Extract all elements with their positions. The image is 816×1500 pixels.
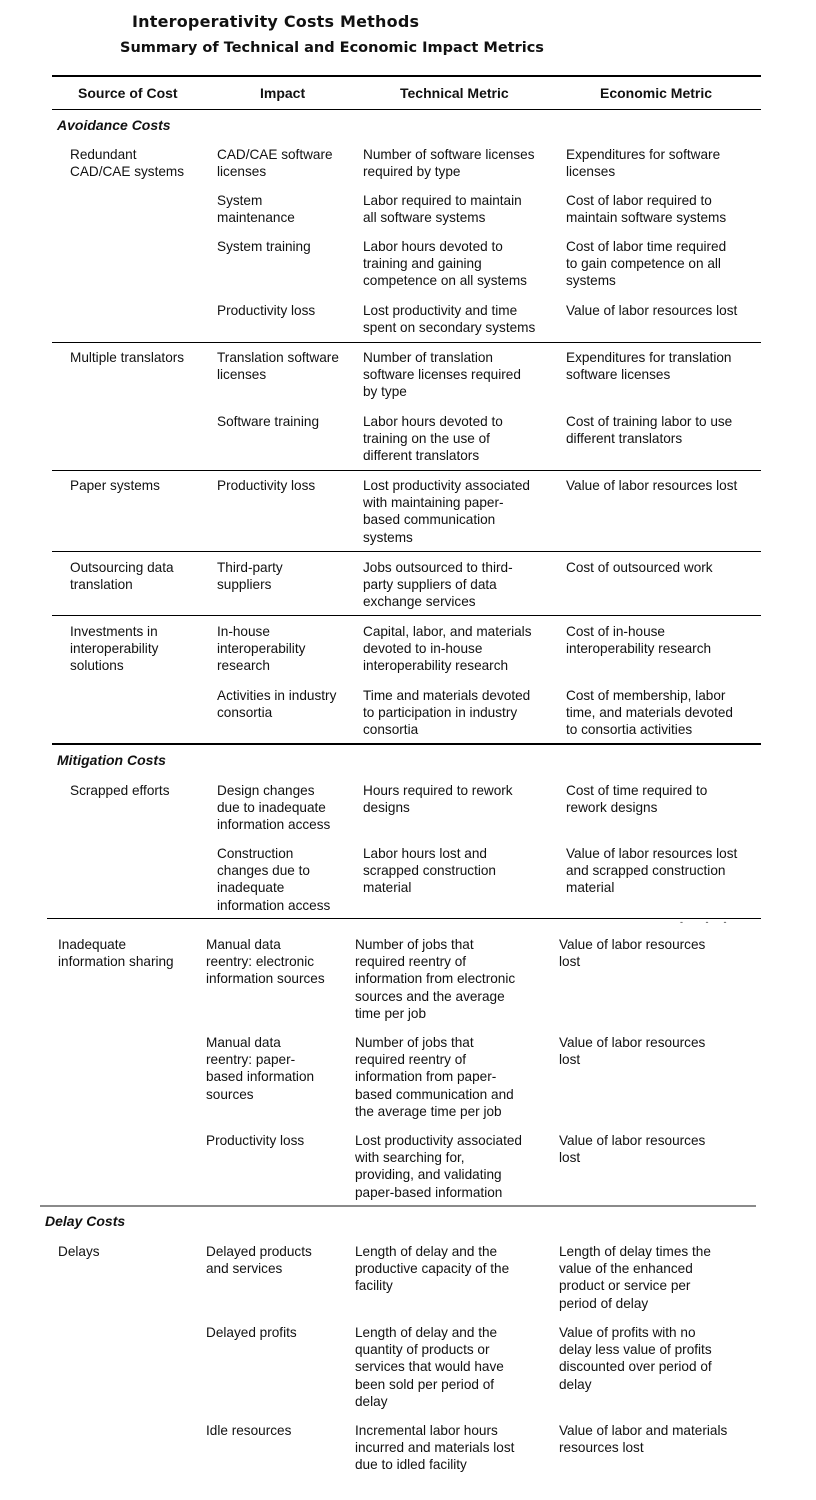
- cell-line: System training: [217, 239, 311, 254]
- cell-line: consortia: [217, 705, 273, 721]
- row-divider: [47, 918, 761, 919]
- technical-metric-cell: [355, 1034, 514, 1120]
- cell-line: Manual data: [206, 1035, 281, 1050]
- cell-line: Productivity loss: [217, 478, 316, 493]
- technical-metric-cell: [363, 477, 530, 546]
- cell-line: consortia: [363, 722, 419, 738]
- cell-line: Expenditures for translation: [566, 350, 732, 365]
- cell-line: Labor hours devoted to: [363, 239, 503, 254]
- source-cell: [70, 349, 184, 366]
- cell-line: different translators: [566, 431, 683, 447]
- cell-line: based information: [206, 1069, 315, 1085]
- section-divider: [40, 1205, 756, 1207]
- technical-metric-cell: [355, 1243, 509, 1295]
- technical-metric-cell: [363, 349, 521, 401]
- cell-line: based communication and: [355, 1086, 514, 1102]
- cell-line: Design changes: [217, 783, 315, 798]
- impact-cell: [206, 936, 325, 988]
- economic-metric-cell: [566, 477, 737, 494]
- section-divider: [52, 743, 761, 745]
- cell-line: interoperability: [217, 641, 306, 657]
- economic-metric-cell: [559, 1324, 712, 1393]
- cell-line: incurred and materials lost: [355, 1440, 515, 1456]
- impact-cell: [217, 413, 319, 430]
- header-top-rule: [52, 75, 761, 77]
- impact-cell: [217, 845, 330, 914]
- economic-metric-cell: [559, 936, 705, 970]
- cell-line: the average time per job: [355, 1103, 502, 1119]
- technical-metric-cell: [363, 238, 527, 290]
- economic-metric-cell: [566, 349, 731, 383]
- cell-line: delay: [355, 1393, 388, 1409]
- impact-cell: [217, 782, 330, 834]
- impact-cell: [217, 302, 315, 319]
- row-divider: [52, 342, 761, 343]
- table-subtitle: Summary of Technical and Economic Impact Metrics: [120, 40, 544, 56]
- cell-line: Time and materials devoted: [363, 688, 531, 703]
- cell-line: Hours required to rework: [363, 783, 513, 798]
- cell-line: Delayed profits: [206, 1325, 297, 1340]
- cell-line: information access: [217, 897, 331, 913]
- cell-line: Value of labor resources: [559, 937, 706, 952]
- cell-line: System: [217, 193, 263, 208]
- cell-line: to consortia activities: [566, 722, 693, 738]
- cell-line: training and gaining: [363, 256, 482, 272]
- impact-cell: [206, 1034, 314, 1103]
- cell-line: facility: [355, 1278, 393, 1294]
- row-divider: [52, 470, 761, 471]
- row-divider: [52, 615, 761, 616]
- source-cell: [70, 146, 184, 180]
- cell-line: rework designs: [566, 800, 658, 816]
- cell-line: exchange services: [363, 594, 476, 610]
- column-header-source: Source of Cost: [78, 85, 178, 101]
- cell-line: Inadequate: [58, 937, 127, 952]
- economic-metric-cell: [559, 1034, 705, 1068]
- cell-line: Manual data: [206, 937, 281, 952]
- technical-metric-cell: [355, 1422, 514, 1474]
- cell-line: Construction: [217, 846, 294, 861]
- cell-line: CAD/CAE software: [217, 147, 333, 162]
- cell-line: CAD/CAE systems: [70, 164, 185, 180]
- cell-line: different translators: [363, 448, 480, 464]
- cell-line: Labor hours lost and: [363, 846, 487, 861]
- technical-metric-cell: [363, 192, 522, 226]
- impact-cell: [217, 477, 315, 494]
- cell-line: solutions: [70, 658, 124, 674]
- cell-line: time per job: [355, 1005, 427, 1021]
- cell-line: Number of software licenses: [363, 147, 535, 162]
- cell-line: sources and the average: [355, 988, 505, 1004]
- cell-line: providing, and validating: [355, 1167, 502, 1183]
- economic-metric-cell: [559, 1243, 711, 1312]
- impact-cell: [217, 349, 339, 383]
- cell-line: Value of profits with no: [559, 1325, 696, 1340]
- cell-line: designs: [363, 800, 410, 816]
- cell-line: Delayed products: [206, 1244, 312, 1259]
- cell-line: competence on all systems: [363, 273, 527, 289]
- cell-line: interoperability research: [363, 658, 509, 674]
- technical-metric-cell: [363, 782, 513, 816]
- cell-line: systems: [566, 273, 616, 289]
- technical-metric-cell: [363, 845, 496, 897]
- cell-line: product or service per: [559, 1278, 691, 1294]
- cell-line: In-house: [217, 624, 270, 639]
- cell-line: Lost productivity and time: [363, 303, 518, 318]
- page-title: Interoperativity Costs Methods: [132, 12, 420, 31]
- cell-line: Value of labor resources lost: [566, 303, 738, 318]
- economic-metric-cell: [566, 623, 711, 657]
- cell-line: Multiple translators: [70, 350, 185, 365]
- source-cell: [70, 623, 158, 675]
- impact-cell: [217, 687, 336, 721]
- economic-metric-cell: [559, 1422, 727, 1456]
- cell-line: due to inadequate: [217, 800, 326, 816]
- cell-line: Value of labor resources: [559, 1133, 706, 1148]
- cell-line: Length of delay and the: [355, 1325, 498, 1340]
- technical-metric-cell: [363, 559, 513, 611]
- cell-line: licenses: [217, 164, 267, 180]
- cell-line: information access: [217, 817, 331, 833]
- cell-line: systems: [363, 529, 413, 545]
- source-cell: [70, 559, 174, 593]
- economic-metric-cell: [566, 782, 707, 816]
- cell-line: licenses: [566, 164, 616, 180]
- cell-line: Value of labor resources lost: [566, 478, 738, 493]
- cell-line: interoperability: [70, 641, 159, 657]
- source-cell: [58, 1243, 100, 1260]
- impact-cell: [206, 1132, 304, 1149]
- cell-line: Software training: [217, 414, 320, 429]
- source-cell: [58, 936, 174, 970]
- cell-line: maintenance: [217, 210, 295, 226]
- impact-cell: [206, 1324, 297, 1341]
- cell-line: spent on secondary systems: [363, 320, 536, 336]
- cell-line: information sources: [206, 971, 325, 987]
- cell-line: Cost of outsourced work: [566, 560, 713, 575]
- cell-line: Value of labor and materials: [559, 1423, 728, 1438]
- cell-line: reentry: electronic: [206, 954, 315, 970]
- cell-line: licenses: [217, 367, 267, 383]
- cell-line: due to idled facility: [355, 1457, 467, 1473]
- cell-line: by type: [363, 384, 407, 400]
- cell-line: interoperability research: [566, 641, 712, 657]
- cell-line: Length of delay times the: [559, 1244, 711, 1259]
- cell-line: lost: [559, 954, 581, 970]
- source-cell: [70, 782, 170, 799]
- cell-line: information from paper-: [355, 1069, 497, 1085]
- economic-metric-cell: [566, 559, 713, 576]
- cell-line: been sold per period of: [355, 1376, 495, 1392]
- cell-line: Productivity loss: [217, 303, 316, 318]
- impact-cell: [217, 559, 283, 593]
- cell-line: Investments in: [70, 624, 158, 639]
- cell-line: Activities in industry: [217, 688, 337, 703]
- cell-line: lost: [559, 1150, 581, 1166]
- cell-line: Third-party: [217, 560, 283, 575]
- cell-line: Delays: [58, 1244, 100, 1259]
- impact-cell: [206, 1422, 291, 1439]
- cell-line: Labor hours devoted to: [363, 414, 503, 429]
- cell-line: Jobs outsourced to third-: [363, 560, 513, 575]
- cell-line: Number of translation: [363, 350, 493, 365]
- cell-line: information sharing: [58, 954, 174, 970]
- cell-line: Productivity loss: [206, 1133, 305, 1148]
- cell-line: required reentry of: [355, 954, 467, 970]
- economic-metric-cell: [566, 845, 737, 897]
- economic-metric-cell: [566, 146, 720, 180]
- cell-line: Length of delay and the: [355, 1244, 498, 1259]
- economic-metric-cell: [566, 413, 732, 447]
- cell-line: reentry: paper-: [206, 1052, 296, 1068]
- cell-line: research: [217, 658, 270, 674]
- cell-line: Cost of membership, labor: [566, 688, 726, 703]
- impact-cell: [217, 238, 311, 255]
- cell-line: information from electronic: [355, 971, 516, 987]
- section-heading-mitigation: Mitigation Costs: [57, 752, 166, 768]
- economic-metric-cell: [566, 192, 726, 226]
- cell-line: Scrapped efforts: [70, 783, 170, 798]
- technical-metric-cell: [363, 302, 535, 336]
- cell-line: Capital, labor, and materials: [363, 624, 532, 639]
- cell-line: Lost productivity associated: [363, 478, 530, 493]
- impact-cell: [206, 1243, 312, 1277]
- technical-metric-cell: [363, 623, 532, 675]
- cell-line: sources: [206, 1086, 254, 1102]
- technical-metric-cell: [355, 1324, 504, 1410]
- economic-metric-cell: [559, 1132, 705, 1166]
- section-heading-avoidance: Avoidance Costs: [57, 117, 171, 133]
- cell-line: devoted to in-house: [363, 641, 483, 657]
- cell-line: software licenses: [566, 367, 671, 383]
- economic-metric-cell: [566, 238, 726, 290]
- cell-line: Number of jobs that: [355, 1035, 474, 1050]
- cell-line: Incremental labor hours: [355, 1423, 498, 1438]
- cell-line: Paper systems: [70, 478, 160, 493]
- cell-line: Value of labor resources lost: [566, 846, 738, 861]
- cell-line: Idle resources: [206, 1423, 292, 1438]
- cell-line: maintain software systems: [566, 210, 727, 226]
- cell-line: Translation software: [217, 350, 339, 365]
- column-header-impact: Impact: [260, 85, 306, 101]
- source-cell: [70, 477, 160, 494]
- cell-line: Outsourcing data: [70, 560, 174, 575]
- cell-line: Value of labor resources: [559, 1035, 706, 1050]
- cell-line: software licenses required: [363, 367, 521, 383]
- cell-line: changes due to: [217, 863, 310, 879]
- cell-line: services that would have: [355, 1359, 504, 1375]
- economic-metric-cell: [566, 687, 733, 739]
- cell-line: and scrapped construction: [566, 863, 726, 879]
- cell-line: to gain competence on all: [566, 256, 721, 272]
- cell-line: party suppliers of data: [363, 577, 497, 593]
- cell-line: Redundant: [70, 147, 137, 162]
- technical-metric-cell: [363, 687, 530, 739]
- cell-line: Cost of training labor to use: [566, 414, 733, 429]
- column-header-technical: Technical Metric: [400, 85, 509, 101]
- cell-line: with searching for,: [355, 1150, 465, 1166]
- technical-metric-cell: [355, 936, 515, 1022]
- cell-line: Expenditures for software: [566, 147, 721, 162]
- row-divider: [52, 551, 761, 552]
- cell-line: Number of jobs that: [355, 937, 474, 952]
- cell-line: Cost of time required to: [566, 783, 708, 798]
- cell-line: required by type: [363, 164, 461, 180]
- cell-line: translation: [70, 577, 133, 593]
- cell-line: training on the use of: [363, 431, 490, 447]
- header-bottom-rule: [52, 109, 761, 110]
- cell-line: Cost of labor time required: [566, 239, 727, 254]
- cell-line: scrapped construction: [363, 863, 496, 879]
- cell-line: resources lost: [559, 1440, 644, 1456]
- cell-line: all software systems: [363, 210, 486, 226]
- cell-line: suppliers: [217, 577, 272, 593]
- cell-line: paper-based information: [355, 1184, 503, 1200]
- impact-cell: [217, 623, 305, 675]
- cell-line: lost: [559, 1052, 581, 1068]
- cell-line: Labor required to maintain: [363, 193, 522, 208]
- technical-metric-cell: [363, 413, 503, 465]
- cell-line: inadequate: [217, 880, 285, 896]
- cell-line: delay less value of profits: [559, 1342, 712, 1358]
- cell-line: time, and materials devoted: [566, 705, 733, 721]
- cell-line: to participation in industry: [363, 705, 518, 721]
- technical-metric-cell: [355, 1132, 522, 1201]
- technical-metric-cell: [363, 146, 535, 180]
- cell-line: period of delay: [559, 1295, 649, 1311]
- cell-line: Lost productivity associated: [355, 1133, 522, 1148]
- impact-cell: [217, 192, 295, 226]
- cell-line: Cost of labor required to: [566, 193, 712, 208]
- cell-line: and services: [206, 1261, 283, 1277]
- impact-cell: [217, 146, 333, 180]
- cell-line: required reentry of: [355, 1052, 467, 1068]
- cell-line: with maintaining paper-: [363, 495, 504, 511]
- economic-metric-cell: [566, 302, 737, 319]
- cell-line: delay: [559, 1376, 592, 1392]
- cell-line: Cost of in-house: [566, 624, 665, 639]
- cell-line: material: [363, 880, 412, 896]
- cell-line: quantity of products or: [355, 1342, 490, 1358]
- section-heading-delay: Delay Costs: [45, 1213, 126, 1229]
- scan-artifact: - - -: [680, 917, 727, 927]
- cell-line: material: [566, 880, 615, 896]
- cell-line: productive capacity of the: [355, 1261, 510, 1277]
- column-header-economic: Economic Metric: [600, 85, 713, 101]
- cell-line: value of the enhanced: [559, 1261, 693, 1277]
- cell-line: based communication: [363, 512, 496, 528]
- cell-line: discounted over period of: [559, 1359, 712, 1375]
